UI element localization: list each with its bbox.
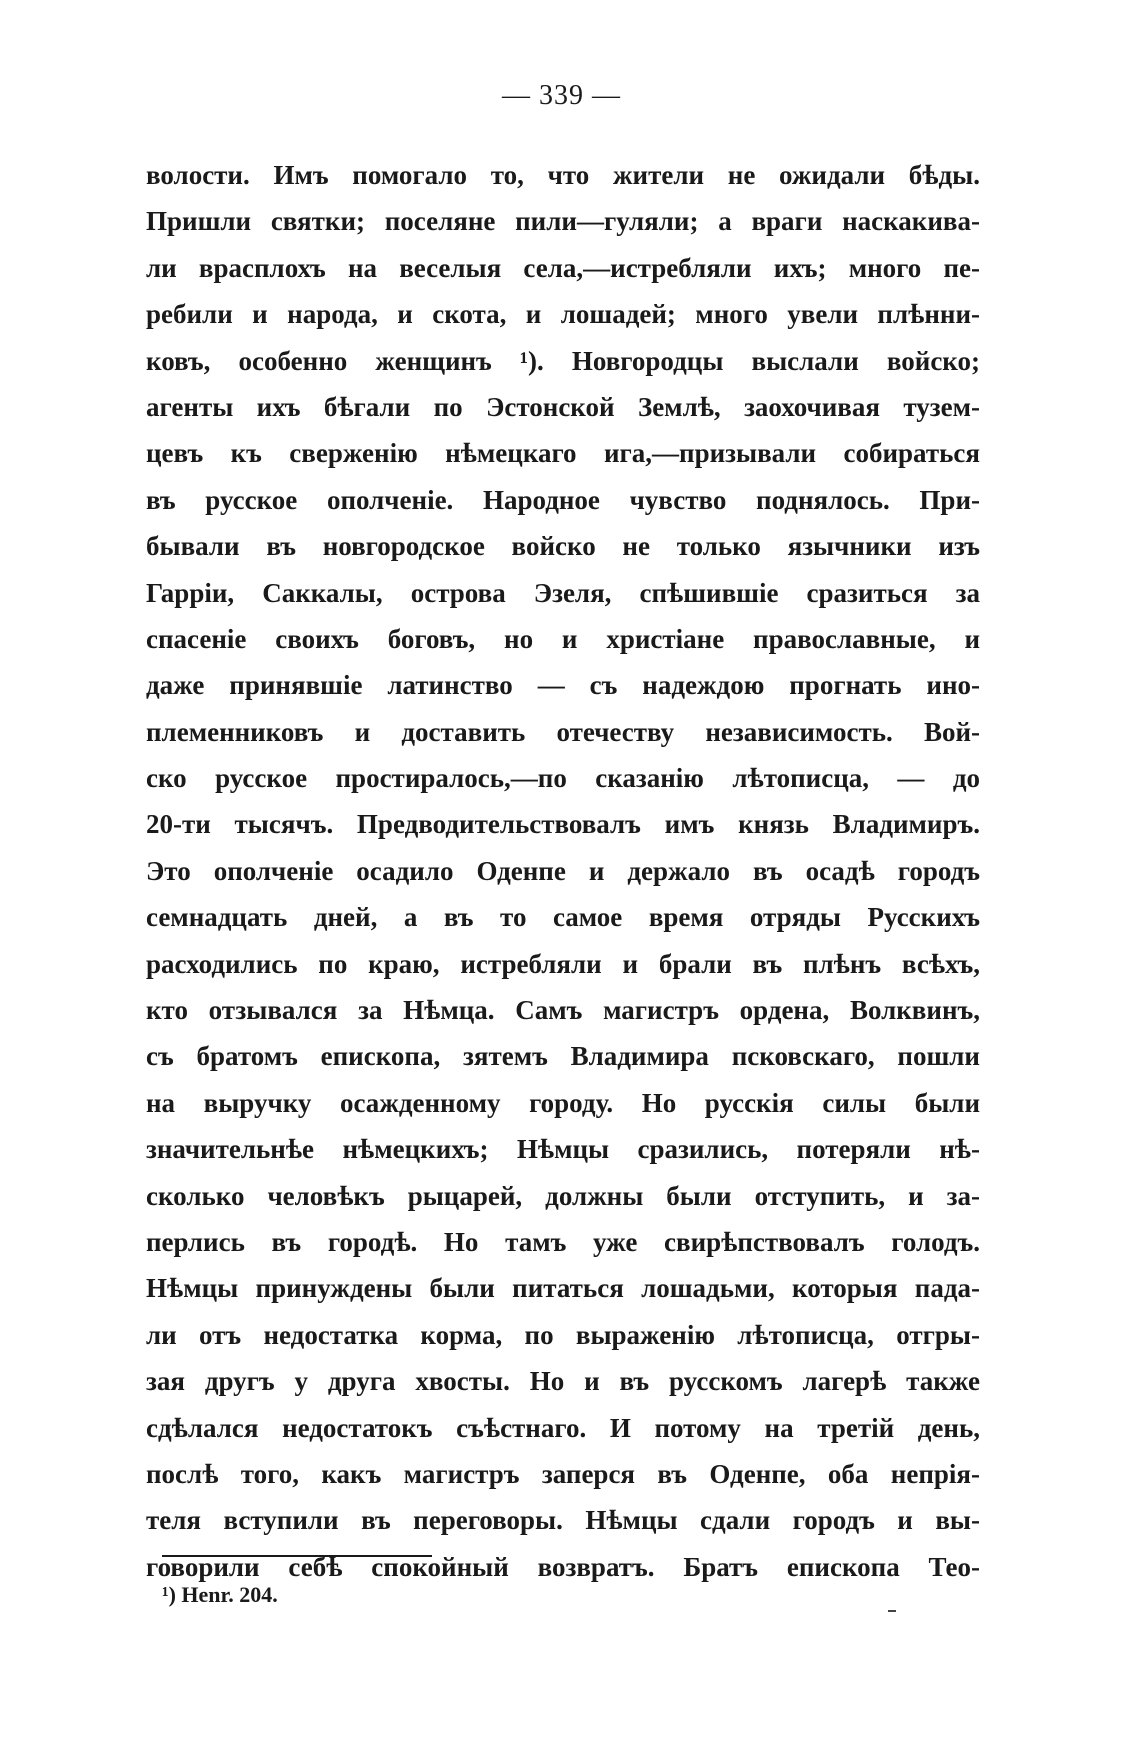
text-line: ребили и народа, и скота, и лошадей; много увели плѣнни- [146, 299, 980, 330]
body-text [146, 152, 980, 1590]
text-line: на выручку осажденному городу. Но русскія силы были [146, 1087, 980, 1118]
text-line: Гарріи, Саккалы, острова Эзеля, спѣшившіе сразиться за [146, 577, 980, 608]
text-line: Это ополченіе осадило Оденпе и держало въ осадѣ городъ [146, 855, 980, 886]
text-line: ско русское простиралось,—по сказанію лѣтописца, — до [146, 763, 980, 794]
text-line: съ братомъ епископа, зятемъ Владимира псковскаго, пошли [146, 1041, 980, 1072]
text-line: 20-ти тысячъ. Предводительствовалъ имъ князь Владимиръ. [146, 809, 980, 840]
text-line: Пришли святки; поселяне пили—гуляли; а враги наскакива- [146, 206, 980, 237]
footnote-text: Henr. 204. [181, 1582, 278, 1607]
text-line: послѣ того, какъ магистръ заперся въ Оденпе, оба непрія- [146, 1458, 980, 1489]
text-line: агенты ихъ бѣгали по Эстонской Землѣ, заохочивая тузем- [146, 391, 980, 422]
text-line: расходились по краю, истребляли и брали въ плѣнъ всѣхъ, [146, 948, 980, 979]
text-line: даже принявшіе латинство — съ надеждою прогнать ино- [146, 670, 980, 701]
page-number: — 339 — [502, 80, 621, 111]
footnote-marker: ¹) [162, 1582, 176, 1607]
footnote-divider [162, 1555, 432, 1557]
text-line: зая другъ у друга хвосты. Но и въ русскомъ лагерѣ также [146, 1366, 980, 1397]
text-line: спасеніе своихъ боговъ, но и христіане православные, и [146, 623, 980, 654]
text-line: ли отъ недостатка корма, по выраженію лѣтописца, отгры- [146, 1319, 980, 1350]
text-line: значительнѣе нѣмецкихъ; Нѣмцы сразились, потеряли нѣ- [146, 1134, 980, 1165]
text-line: цевъ къ сверженiю нѣмецкаго ига,—призывали собираться [146, 438, 980, 469]
text-line: семнадцать дней, а въ то самое время отряды Русскихъ [146, 902, 980, 933]
text-line: племенниковъ и доставить отечеству независимость. Вой- [146, 716, 980, 747]
text-line: бывали въ новгородское войско не только язычники изъ [146, 531, 980, 562]
text-line: ковъ, особенно женщинъ ¹). Новгородцы выслали войско; [146, 345, 980, 376]
footnote [162, 1582, 278, 1608]
text-line: волости. Имъ помогало то, что жители не ожидали бѣды. [146, 160, 980, 190]
text-line: въ русское ополченiе. Народное чувство поднялось. При- [146, 484, 980, 515]
text-line: кто отзывался за Нѣмца. Самъ магистръ ордена, Волквинъ, [146, 995, 980, 1026]
print-speck [888, 1610, 896, 1612]
text-line: говорили себѣ спокойный возвратъ. Братъ епископа Тео- [146, 1551, 980, 1582]
text-line: перлись въ городѣ. Но тамъ уже свирѣпствовалъ голодъ. [146, 1226, 980, 1257]
text-line: сдѣлался недостатокъ съѣстнаго. И потому на третій день, [146, 1412, 980, 1443]
text-line: сколько человѣкъ рыцарей, должны были отступить, и за- [146, 1180, 980, 1211]
text-line: Нѣмцы принуждены были питаться лошадьми, которыя пада- [146, 1273, 980, 1304]
text-line: ли врасплохъ на веселыя села,—истребляли ихъ; много пе- [146, 252, 980, 283]
text-line: теля вступили въ переговоры. Нѣмцы сдали городъ и вы- [146, 1505, 980, 1536]
